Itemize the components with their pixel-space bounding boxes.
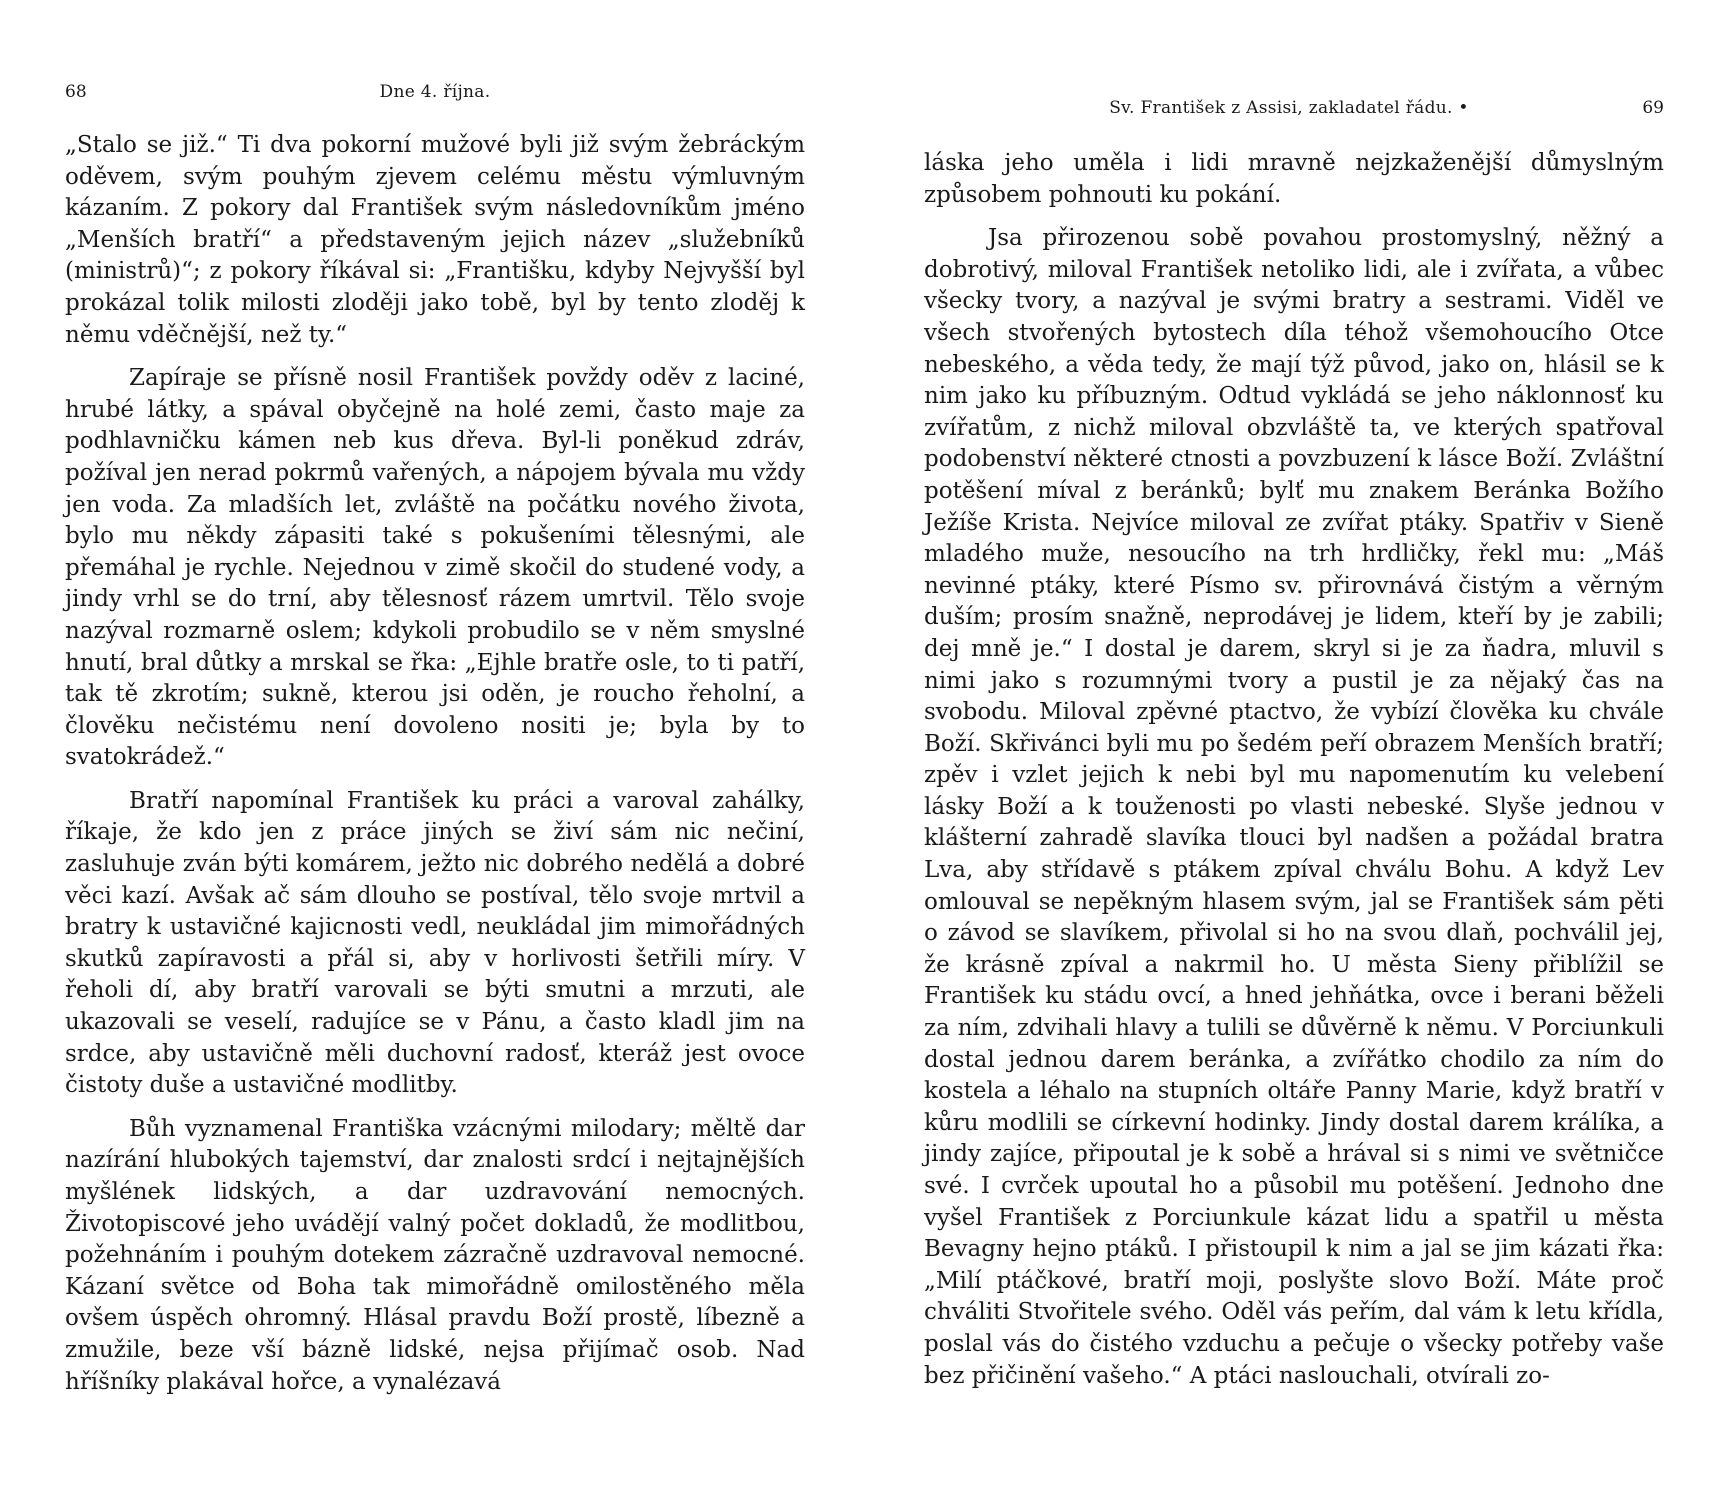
right-page — [924, 0, 1664, 1500]
right-page-body — [924, 148, 1664, 1404]
right-page-header — [924, 98, 1664, 128]
left-page — [65, 0, 805, 1500]
left-page-body — [65, 130, 805, 1410]
paragraph: Bůh vyznamenal Františka vzácnými milodary; měltě dar nazírání hlubokých tajemství, dar znalosti srdcí i nejtajnějších myšlének lidských, a dar uzdravování nemocných. Životopiscové jeho uvádějí valný počet dokladů, že modlitbou, požehnáním i pouhým dotekem zázračně uzdravoval nemocné. Kázaní světce od Boha tak mimořádně omilostěného měla ovšem úspěch ohromný. Hlásal pravdu Boží prostě, líbezně a zmužile, beze vší bázně lidské, nejsa přijímač osob. Nad hříšníky plakával hořce, a vynalézavá — [65, 1115, 805, 1395]
paragraph: Jsa přirozenou sobě povahou prostomyslný, něžný a dobrotivý, miloval František netoliko lidi, ale i zvířata, a vůbec všecky tvory, a nazýval je svými bratry a sestrami. Viděl ve všech stvořených bytostech díla téhož všemohoucího Otce nebeského, a věda tedy, že mají týž původ, jako on, hlásil se k nim jako ku příbuzným. Odtud vykládá se jeho náklonnosť ku zvířatům, z nichž miloval obzvláště ta, ve kterých spatřoval podobenství některé ctnosti a povzbuzení k lásce Boží. Zvláštní potěšení míval z beránků; bylť mu znakem Beránka Božího Ježíše Krista. Nejvíce miloval ze zvířat ptáky. Spatřiv v Sieně mladého muže, nesoucího na trh hrdličky, řekl mu: „Máš nevinné ptáky, které Písmo sv. přirovnává čistým a věrným duším; prosím snažně, neprodávej je lidem, kteří by je zabili; dej mně je.“ I dostal je darem, skryl si je za ňadra, mluvil s nimi jako s rozumnými tvory a pustil je za nějaký čas na svobodu. Miloval zpěvné ptactvo, že vybízí člověka ku chvále Boží. Skřivánci byli mu po šedém peří obrazem Menších bratří; zpěv i vzlet jejich k nebi byl mu napomenutím ku velebení lásky Boží a k touženosti po vlasti nebeské. Slyše jednou v klášterní zahradě slavíka tlouci byl nadšen a požádal bratra Lva, aby střídavě s ptákem zpíval chválu Bohu. A když Lev omlouval se nepěkným hlasem svým, jal se František sám pěti o závod se slavíkem, přivolal si ho na svou dlaň, pochválil jej, že krásně zpíval a nakrmil ho. U města Sieny přiblížil se František ku stádu ovcí, a hned jehňátka, ovce i berani běželi za ním, zdvihali hlavy a tulili se důvěrně k němu. V Porciunkuli dostal jednou darem beránka, a zvířátko chodilo za ním do kostela a léhalo na stupních oltáře Panny Marie, když bratří v kůru modlili se církevní hodinky. Jindy dostal darem králíka, a jindy zajíce, připoutal je k sobě a hrával si s nimi ve světničce své. I cvrček upoutal ho a působil mu potěšení. Jednoho dne vyšel František z Porciunkule kázat lidu a spatřil u města Bevagny hejno ptáků. I přistoupil k nim a jal se jim kázati řka: „Milí ptáčkové, bratří moji, poslyšte slovo Boží. Máte proč chváliti Stvořitele svého. Oděl vás peřím, dal vám k letu křídla, poslal vás do čistého vzduchu a pečuje o všecky potřeby vaše bez přičinění vašeho.“ A ptáci naslouchali, otvírali zo- — [924, 225, 1664, 1389]
paragraph: Bratří napomínal František ku práci a varoval zahálky, říkaje, že kdo jen z práce jiných se živí sám nic nečiní, zasluhuje zván býti komárem, ježto nic dobrého nedělá a dobré věci kazí. Avšak ač sám dlouho se postíval, tělo svoje mrtvil a bratry k ustavičné kajicnosti vedl, neukládal jim mimořádných skutků zapíravosti a přál si, aby v horlivosti šetřili míry. V řeholi dí, aby bratří varovali se býti smutni a mrzuti, ale ukazovali se veselí, radujíce se v Pánu, a často kladl jim na srdce, aby ustavičně měli duchovní radosť, kteráž jest ovoce čistoty duše a ustavičné modlitby. — [65, 787, 805, 1099]
running-header: Dne 4. října. — [379, 82, 491, 102]
page-number: 68 — [65, 82, 87, 102]
left-page-header — [65, 82, 805, 112]
running-header: Sv. František z Assisi, zakladatel řádu. • — [1109, 98, 1469, 118]
paragraph: Zapíraje se přísně nosil František povždy oděv z laciné, hrubé látky, a spával obyčejně na holé zemi, často maje za podhlavničku kámen neb kus dřeva. Byl-li poněkud zdráv, požíval jen nerad pokrmů vařených, a nápojem bývala mu vždy jen voda. Za mladších let, zvláště na počátku nového života, bylo mu někdy zápasiti také s pokušeními tělesnými, ale přemáhal je rychle. Nejednou v zimě skočil do studené vody, a jindy vrhl se do trní, aby tělesnosť rázem umrtvil. Tělo svoje nazýval rozmarně oslem; kdykoli probudilo se v něm smyslné hnutí, bral důtky a mrskal se řka: „Ejhle bratře osle, to ti patří, tak tě zkrotím; sukně, kterou jsi oděn, je roucho řeholní, a člověku nečistému není dovoleno nositi je; byla by to svatokrádež.“ — [65, 365, 805, 771]
page-number: 69 — [1642, 98, 1664, 118]
paragraph: láska jeho uměla i lidi mravně nejzkaženější důmyslným způsobem pohnouti ku pokání. — [924, 150, 1664, 208]
paragraph: „Stalo se již.“ Ti dva pokorní mužové byli již svým žebráckým oděvem, svým pouhým zjevem celému městu výmluvným kázaním. Z pokory dal František svým následovníkům jméno „Menších bratří“ a představeným jejich název „služebníků (ministrů)“; z pokory říkával si: „Františku, kdyby Nejvyšší byl prokázal tolik milosti zloději jako tobě, byl by tento zloděj k němu vděčnější, než ty.“ — [65, 132, 805, 348]
